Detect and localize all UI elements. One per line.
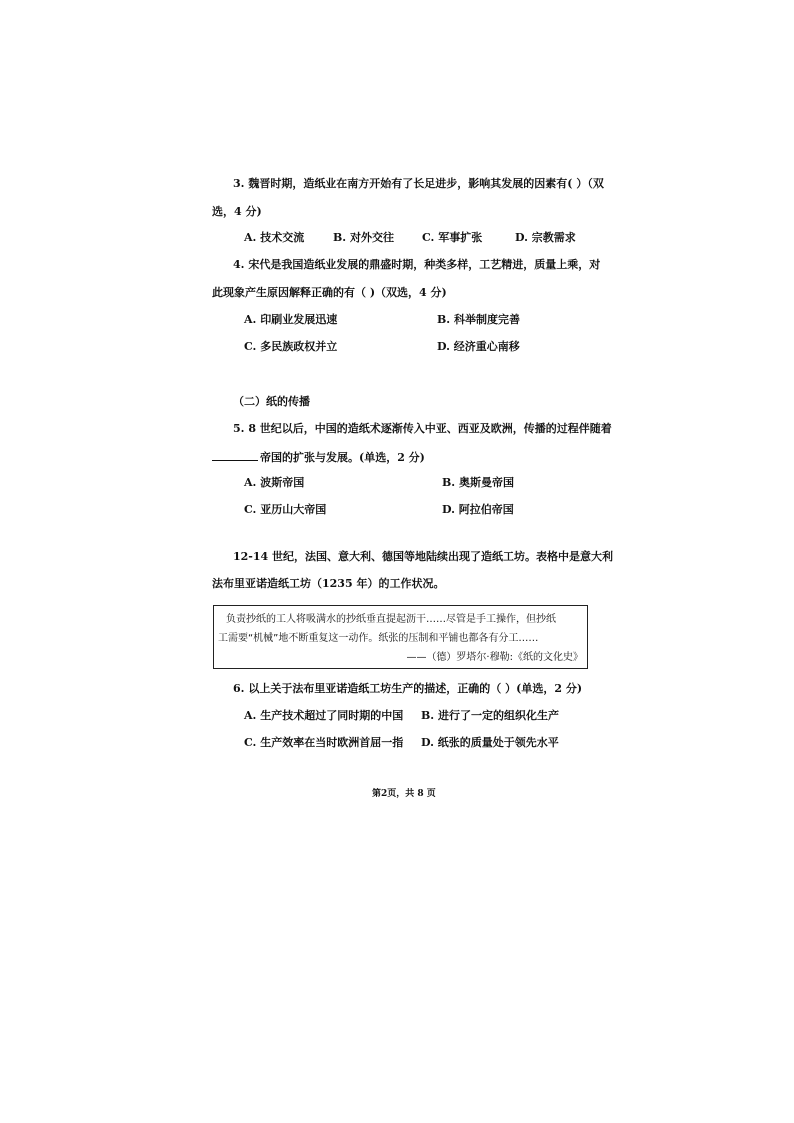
intro-line1: 12-14 世纪，法国、意大利、德国等地陆续出现了造纸工坊。表格中是意大利: [233, 550, 614, 563]
q6-stem: 6. 以上关于法布里亚诺造纸工坊生产的描述，正确的（ ）(单选，2 分): [233, 682, 583, 695]
q3-option-c[interactable]: C. 军事扩张: [422, 231, 483, 244]
q3-option-d[interactable]: D. 宗教需求: [515, 231, 576, 244]
page-number: 第2页，共 8 页: [372, 789, 436, 799]
q6-option-d[interactable]: D. 纸张的质量处于领先水平: [421, 736, 559, 749]
intro-line2: 法布里亚诺造纸工坊（1235 年）的工作状况。: [212, 577, 445, 590]
q5-option-c[interactable]: C. 亚历山大帝国: [244, 503, 327, 516]
quote-box: [213, 605, 588, 669]
q6-option-a[interactable]: A. 生产技术超过了同时期的中国: [244, 709, 404, 722]
q4-stem-line2: 此现象产生原因解释正确的有（ )（双选，4 分): [212, 286, 447, 299]
quote-line1: 负责抄纸的工人将吸满水的抄纸垂直提起沥干……尽管是手工操作，但抄纸: [226, 614, 556, 625]
q5-fill-blank[interactable]: [212, 449, 258, 461]
q3-option-a[interactable]: A. 技术交流: [244, 231, 305, 244]
q6-option-b[interactable]: B. 进行了一定的组织化生产: [421, 709, 559, 722]
quote-source: ——（德）罗塔尔·穆勒:《纸的文化史》: [406, 652, 583, 663]
q4-option-b[interactable]: B. 科举制度完善: [437, 313, 520, 326]
q5-option-b[interactable]: B. 奥斯曼帝国: [442, 476, 514, 489]
q5-option-d[interactable]: D. 阿拉伯帝国: [442, 503, 514, 516]
q4-stem-line1: 4. 宋代是我国造纸业发展的鼎盛时期，种类多样，工艺精进，质量上乘，对: [233, 258, 601, 271]
q3-option-b[interactable]: B. 对外交往: [333, 231, 394, 244]
q4-option-d[interactable]: D. 经济重心南移: [437, 340, 520, 353]
q5-stem-line1: 5. 8 世纪以后，中国的造纸术逐渐传入中亚、西亚及欧洲，传播的过程伴随着: [233, 422, 612, 435]
q3-stem-line1: 3. 魏晋时期，造纸业在南方开始有了长足进步，影响其发展的因素有( ）（双: [233, 177, 604, 190]
section-title: （二）纸的传播: [233, 395, 310, 408]
q5-stem-line2-text: 帝国的扩张与发展。(单选，2 分): [260, 451, 425, 464]
q4-option-c[interactable]: C. 多民族政权并立: [244, 340, 338, 353]
q5-stem-line2: [212, 449, 425, 465]
q4-option-a[interactable]: A. 印刷业发展迅速: [244, 313, 338, 326]
q3-stem-line2: 选，4 分): [212, 205, 262, 218]
q6-option-c[interactable]: C. 生产效率在当时欧洲首屈一指: [244, 736, 404, 749]
q5-option-a[interactable]: A. 波斯帝国: [244, 476, 305, 489]
quote-line2: 工需要“机械”地不断重复这一动作。纸张的压制和平铺也都各有分工……: [218, 633, 539, 644]
